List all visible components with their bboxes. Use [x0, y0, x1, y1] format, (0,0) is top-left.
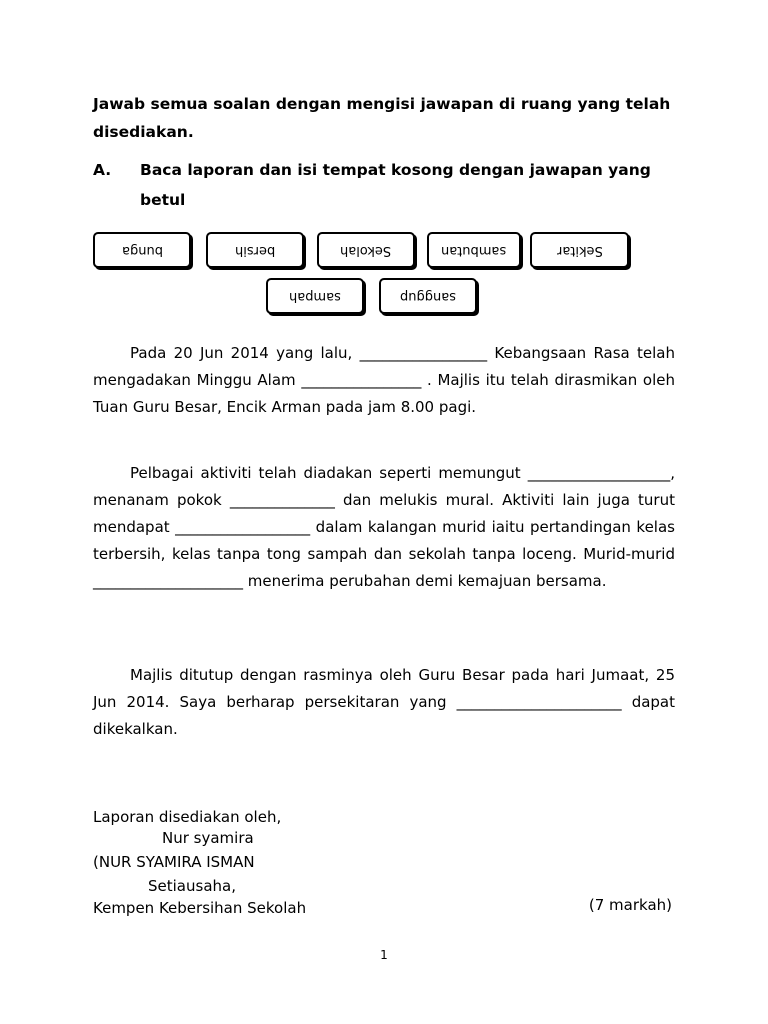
paragraph-2	[93, 460, 675, 595]
blank-7[interactable]: ______________________	[456, 693, 622, 711]
blank-6[interactable]: ____________________	[93, 572, 243, 590]
word-box-sekitar	[530, 232, 629, 268]
word-box-sanggup	[379, 278, 477, 314]
word-bersih: bersih	[234, 242, 276, 258]
paragraph-1	[93, 340, 675, 421]
p3-text-b: dapat dikekalkan.	[93, 693, 675, 738]
word-box-sampah	[266, 278, 364, 314]
blank-2[interactable]: ________________	[301, 371, 422, 389]
section-letter: A.	[93, 161, 112, 179]
signature-name: Nur syamira	[162, 829, 254, 847]
word-box-sekolah	[317, 232, 415, 268]
marks-label: (7 markah)	[588, 896, 672, 914]
page-number: 1	[380, 948, 388, 962]
word-box-sambutan	[427, 232, 521, 268]
word-sampah: sampah	[289, 288, 341, 304]
p2-text-c: dan melukis mural. Aktiviti lain juga turut mendapat	[93, 491, 675, 536]
section-instruction: Baca laporan dan isi tempat kosong dengan jawapan yang betul	[140, 161, 651, 209]
signature-title: Setiausaha,	[148, 877, 236, 895]
signature-organization: Kempen Kebersihan Sekolah	[93, 899, 307, 917]
p1-text-a: Pada 20 Jun 2014 yang lalu,	[130, 344, 360, 362]
word-box-bersih	[206, 232, 304, 268]
blank-4[interactable]: ______________	[229, 491, 335, 509]
blank-3[interactable]: ___________________	[527, 464, 671, 482]
section-a-heading	[93, 155, 693, 215]
p2-text-a: Pelbagai aktiviti telah diadakan seperti memungut	[130, 464, 528, 482]
p3-text-a: Majlis ditutup dengan rasminya oleh Guru Besar pada hari Jumaat, 25 Jun 2014. Saya berharap persekitaran yang	[93, 666, 675, 711]
p1-text-c: . Majlis itu telah dirasmikan oleh Tuan Guru Besar, Encik Arman pada jam 8.00 pagi.	[93, 371, 675, 416]
p2-text-b: , menanam pokok	[93, 464, 675, 509]
paragraph-3	[93, 662, 675, 743]
word-sambutan: sambutan	[441, 242, 507, 258]
blank-1[interactable]: _________________	[359, 344, 488, 362]
signature-full-name: (NUR SYAMIRA ISMAN	[93, 853, 255, 871]
word-sekolah: Sekolah	[340, 242, 392, 258]
word-sanggup: sanggup	[400, 288, 456, 304]
word-bunga: bunga	[121, 242, 163, 258]
signature-line-1: Laporan disediakan oleh,	[93, 808, 282, 826]
p2-text-d: dalam kalangan murid iaitu pertandingan kelas terbersih, kelas tanpa tong sampah dan sekolah tanpa loceng. Murid-murid	[93, 518, 675, 563]
blank-5[interactable]: __________________	[175, 518, 311, 536]
word-box-bunga	[93, 232, 191, 268]
p1-text-b: Kebangsaan Rasa telah mengadakan Minggu Alam	[93, 344, 676, 389]
word-sekitar: Sekitar	[556, 242, 603, 258]
p2-text-e: menerima perubahan demi kemajuan bersama.	[243, 572, 607, 590]
instructions: Jawab semua soalan dengan mengisi jawapan di ruang yang telah disediakan.	[93, 95, 671, 141]
